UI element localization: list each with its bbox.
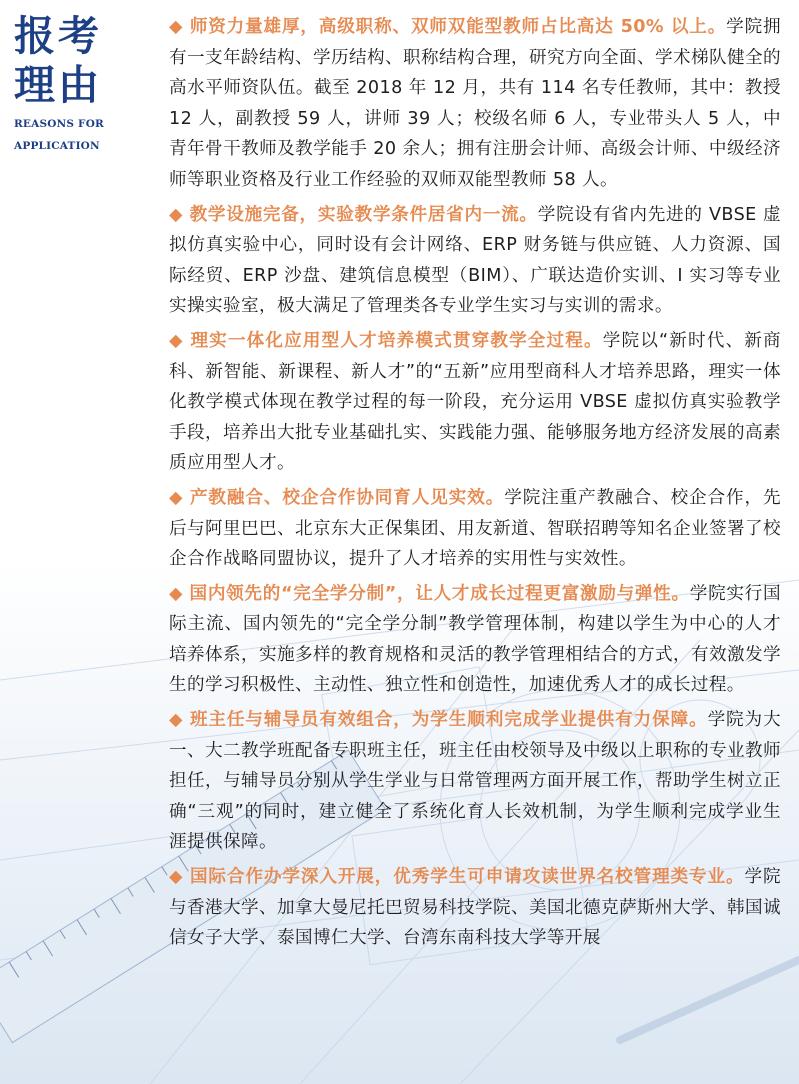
diamond-bullet-icon: ◆ [169,867,184,888]
diamond-bullet-icon: ◆ [169,17,184,37]
reason-highlight: 理实一体化应用型人才培养模式贯穿教学全过程。 [190,330,603,351]
diamond-bullet-icon: ◆ [169,710,184,731]
reason-highlight: 国际合作办学深入开展，优秀学生可申请攻读世界名校管理类专业。 [189,867,745,888]
reason-highlight: 师资力量雄厚，高级职称、双师双能型教师占比高达 50% 以上。 [189,17,727,37]
reasons-list [141,12,781,954]
reason-body: 学院设有省内先进的 VBSE 虚拟仿真实验中心，同时设有会计网络、ERP 财务链与供应链、人力资源、国际经贸、ERP 沙盘、建筑信息模型（BIM）、广联达造价实训、I 实习等专业实操实验室，极大满足了管理类各专业学生实习与实训的需求。 [169,204,781,317]
reason-item [141,579,781,701]
reason-body: 学院拥有一支年龄结构、学历结构、职称结构合理，研究方向全面、学术梯队健全的高水平师资队伍。截至 2018 年 12 月，共有 114 名专任教师，其中：教授 12 人，副教授 59 人，讲师 39 人；校级名师 6 人，专业带头人 5 人，中青年骨干教师及教学能手 20 余人；拥有注册会计师、高级会计师、中级经济师等职业资格及行业工作经验的双师双能型教师 58 人。 [169,17,782,190]
diamond-bullet-icon: ◆ [169,487,184,508]
heading-subtitle-line2: APPLICATION [14,140,100,152]
reason-body: 学院以“新时代、新商科、新智能、新课程、新人才”的“五新”应用型商科人才培养思路，理实一体化教学模式体现在教学过程的每一阶段，充分运用 VBSE 虚拟仿真实验教学手段，培养出大批专业基础扎实、实践能力强、能够服务地方经济发展的高素质应用型人才。 [169,330,781,474]
reason-body: 学院实行国际主流、国内领先的“完全学分制”教学管理体制，构建以学生为中心的人才培养体系，实施多样的教育规格和灵活的教学管理相结合的方式，有效激发学生的学习积极性、主动性、独立性和创造性，加速优秀人才的成长过程。 [169,583,781,696]
reason-item [141,862,781,954]
reason-highlight: 教学设施完备，实验教学条件居省内一流。 [189,204,538,225]
sidebar-heading [14,12,130,154]
diamond-bullet-icon: ◆ [169,583,184,604]
heading-subtitle-line1: REASONS FOR [14,118,104,130]
reason-body: 学院与香港大学、加拿大曼尼托巴贸易科技学院、美国北德克萨斯州大学、韩国诚信女子大学、泰国博仁大学、台湾东南科技大学等开展 [169,867,781,949]
reason-body: 学院为大一、大二教学班配备专职班主任，班主任由校领导及中级以上职称的专业教师担任，与辅导员分别从学生学业与日常管理两方面开展工作，帮助学生树立正确“三观”的同时，建立健全了系统化育人长效机制，为学生顺利完成学业生涯提供保障。 [169,710,782,853]
reason-highlight: 产教融合、校企合作协同育人见实效。 [189,487,505,508]
reason-body: 学院注重产教融合、校企合作，先后与阿里巴巴、北京东大正保集团、用友新道、智联招聘等知名企业签署了校企合作战略同盟协议，提升了人才培养的实用性与实效性。 [169,487,781,570]
reason-item [141,200,781,322]
diamond-bullet-icon: ◆ [169,330,184,351]
reason-highlight: 班主任与辅导员有效组合，为学生顺利完成学业提供有力保障。 [189,710,708,731]
reason-item [141,483,781,575]
reason-item [141,326,781,479]
reason-highlight: 国内领先的“完全学分制”，让人才成长过程更富激励与弹性。 [189,583,690,604]
reason-item [141,12,781,196]
reason-item [141,705,781,858]
diamond-bullet-icon: ◆ [169,204,184,225]
heading-title-line2: 理由 [14,61,102,109]
heading-title-line1: 报考 [14,12,102,60]
